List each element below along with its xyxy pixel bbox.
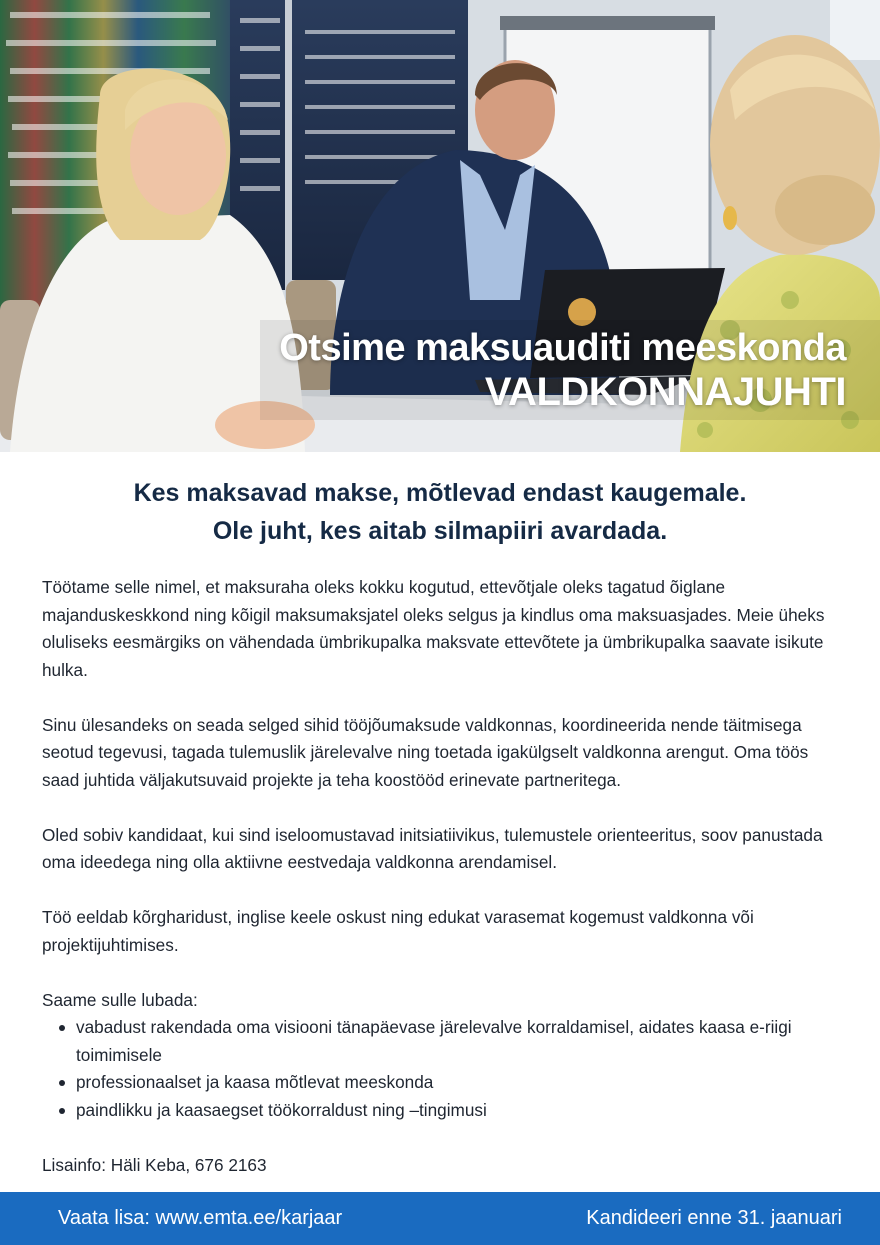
hero-title <box>279 326 846 414</box>
paragraph-responsibilities: Sinu ülesandeks on seada selged sihid tööjõumaksude valdkonnas, koordineerida nende täitmisega seotud tegevusi, tagada tulemuslik järelevalve ning toetada igakülgselt valdkonna arengut. Oma töös saad juhtida väljakutsuvaid projekte ja teha koostööd erinevate partneritega. <box>42 714 809 790</box>
paragraph-candidate-profile: Oled sobiv kandidaat, kui sind iseloomustavad initsiatiivikus, tulemustele orienteeritus, soov panustada oma ideedega ning olla aktiivne eestvedaja valdkonna arendamisel. <box>42 824 823 872</box>
list-item: professionaalset ja kaasa mõtlevat meeskonda <box>76 1069 842 1097</box>
headline-line2: Ole juht, kes aitab silmapiiri avardada. <box>212 517 668 545</box>
application-deadline: Kandideeri enne 31. jaanuari <box>586 1207 842 1229</box>
contact-info: Lisainfo: Häli Keba, 676 2163 <box>42 1154 267 1175</box>
career-link[interactable]: Vaata lisa: www.emta.ee/karjaar <box>58 1207 343 1229</box>
hero-title-line2: VALDKONNAJUHTI <box>484 370 846 414</box>
list-item: vabadust rakendada oma visiooni tänapäevase järelevalve korraldamisel, aidates kaasa e-riigi toimimisele <box>76 1014 842 1069</box>
paragraph-requirements: Töö eeldab kõrgharidust, inglise keele oskust ning edukat varasemat kogemust valdkonna või projektijuhtimises. <box>42 907 754 955</box>
footer-bar <box>0 1192 880 1245</box>
hero-title-line1: Otsime maksuauditi meeskonda <box>279 327 846 369</box>
headline-line1: Kes maksavad makse, mõtlevad endast kaugemale. <box>133 479 747 507</box>
hero-photo <box>0 0 880 452</box>
list-item: paindlikku ja kaasaegset töökorraldust ning –tingimusi <box>76 1097 842 1125</box>
job-description <box>42 574 842 1179</box>
promise-list <box>42 1014 842 1124</box>
promise-intro: Saame sulle lubada: <box>42 989 198 1010</box>
paragraph-mission: Töötame selle nimel, et maksuraha oleks kokku kogutud, ettevõtjale oleks tagatud õiglane majanduskeskkond ning kõigil maksumaksjatel oleks selgus ja kindlus oma maksuasjades. Meie üheks oluliseks eesmärgiks on vähendada ümbrikupalka maksvate ettevõtete ja ümbrikupalka saavate isikute hulka. <box>42 577 825 680</box>
headline <box>0 474 880 550</box>
